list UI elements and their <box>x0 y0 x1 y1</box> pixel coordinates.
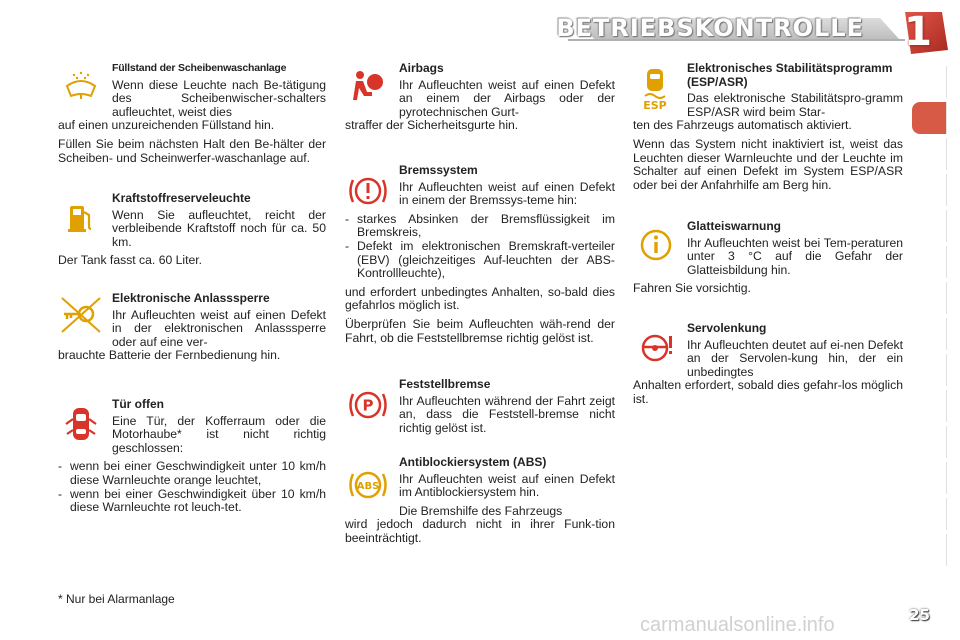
section-text: Wenn Sie aufleuchtet, reicht der verbleibende Kraftstoff noch für ca. 50 km. <box>112 207 326 249</box>
section-text: Füllen Sie beim nächsten Halt den Be-hälter der Scheiben- und Scheinwerfer-waschanlage auf. <box>58 136 326 165</box>
section-text: Ihr Aufleuchten während der Fahrt zeigt an, dass die Feststell-bremse nicht richtig gelöst ist. <box>399 393 615 435</box>
section-title: Elektronisches Stabilitätsprogramm (ESP/ASR) <box>687 61 893 89</box>
footnote: * Nur bei Alarmanlage <box>58 592 175 606</box>
chapter-tab[interactable] <box>912 318 947 350</box>
list-item: - wenn bei einer Geschwindigkeit über 10 km/h diese Warnleuchte rot leuch-tet. <box>58 488 326 515</box>
section-text: Ihr Aufleuchten deutet auf ei-nen Defekt an der Servolen-kung hin, der ein unbedingtes <box>687 337 903 379</box>
fuel-pump-icon <box>58 196 104 242</box>
airbag-icon <box>345 66 391 112</box>
chapter-tab[interactable] <box>912 246 947 278</box>
chapter-tab-strip <box>912 66 946 576</box>
chapter-tab[interactable] <box>912 282 947 314</box>
section-text: Wenn diese Leuchte nach Be-tätigung des Scheibenwischer-schalters aufleuchtet, weist dies <box>112 77 326 119</box>
page-title: BETRIEBSKONTROLLE <box>556 14 864 42</box>
section-title: Servolenkung <box>687 321 767 335</box>
section-title: Füllstand der Scheibenwaschanlage <box>112 62 287 74</box>
section-brakes <box>345 164 615 350</box>
section-text: Ihr Aufleuchten weist auf einen Defekt in einem der Bremssys-teme hin: <box>399 179 615 208</box>
section-parking-brake <box>345 378 615 440</box>
section-abs <box>345 456 615 551</box>
section-text: Wenn das System nicht inaktiviert ist, weist das Leuchten dieser Warnleuchte und der Leuchte im Schalter auf einen Defekt im System ESP/ASR oder bei der Anfahrhilfe am Berg hin. <box>633 136 903 192</box>
list-item: - Defekt im elektronischen Bremskraft-verteiler (EBV) (gleichzeitiges Auf-leuchten der ABS-Kontrollleuchte), <box>345 240 615 281</box>
section-steering <box>633 322 903 412</box>
chapter-tab[interactable] <box>912 498 947 530</box>
section-airbags <box>345 62 615 138</box>
section-text: Ihr Aufleuchten weist auf einen Defekt im Antiblockiersystem hin. <box>399 471 615 500</box>
key-crossed-icon <box>58 292 104 338</box>
chapter-tab[interactable] <box>912 390 947 422</box>
chapter-tab[interactable] <box>912 426 947 458</box>
chapter-tab[interactable] <box>912 138 947 170</box>
section-washer <box>58 62 326 170</box>
car-door-open-icon <box>58 402 104 448</box>
page-number: 25 <box>909 606 930 624</box>
esp-icon-label: ESP <box>643 99 667 112</box>
section-text: Fahren Sie vorsichtig. <box>633 281 751 296</box>
section-text: brauchte Batterie der Fernbedienung hin. <box>58 348 281 363</box>
section-text: Ihr Aufleuchten weist auf einen Defekt in der elektronischen Anlasssperre oder auf eine ver- <box>112 307 326 349</box>
steering-warning-icon <box>633 324 679 370</box>
section-esp <box>633 62 903 197</box>
washer-fluid-icon <box>58 68 104 114</box>
section-title: Glatteiswarnung <box>687 219 782 233</box>
section-title: Kraftstoffreserveleuchte <box>112 191 251 205</box>
chapter-tab[interactable] <box>912 210 947 242</box>
list-item: - starkes Absinken der Bremsflüssigkeit im Bremskreis, <box>345 213 615 240</box>
section-text: Ihr Aufleuchten weist auf einen Defekt an einem der Airbags oder der pyrotechnischen Gurt- <box>399 77 615 119</box>
section-text: Die Bremshilfe des Fahrzeugs <box>399 503 563 518</box>
chapter-number: 1 <box>904 9 932 55</box>
svg-text:ABS: ABS <box>356 481 380 492</box>
section-title: Tür offen <box>112 397 164 411</box>
section-text: auf einen unzureichenden Füllstand hin. <box>58 118 275 133</box>
watermark: carmanualsonline.info <box>640 614 835 636</box>
brake-conditions-list <box>345 213 615 281</box>
chapter-tab[interactable] <box>912 66 947 98</box>
section-text: ten des Fahrzeugs automatisch aktiviert. <box>633 118 852 133</box>
section-text: Überprüfen Sie beim Aufleuchten wäh-rend der Fahrt, ob die Feststellbremse richtig gelöst ist. <box>345 316 615 345</box>
list-item: - wenn bei einer Geschwindigkeit unter 10 km/h diese Warnleuchte orange leuchtet, <box>58 460 326 487</box>
section-text: straffer der Sicherheitsgurte hin. <box>345 118 519 133</box>
section-title: Antiblockiersystem (ABS) <box>399 455 547 469</box>
brake-warning-icon <box>345 168 391 214</box>
chapter-tab[interactable] <box>912 174 947 206</box>
section-title: Airbags <box>399 61 444 75</box>
parking-brake-icon <box>345 382 391 428</box>
section-text: Eine Tür, der Kofferraum oder die Motorhaube* ist nicht richtig geschlossen: <box>112 413 326 455</box>
section-immobiliser <box>58 292 326 368</box>
section-title: Bremssystem <box>399 163 478 177</box>
section-text: und erfordert unbedingtes Anhalten, so-bald dies gefahrlos möglich ist. <box>345 284 615 313</box>
section-text: Das elektronische Stabilitätspro-gramm ESP/ASR wird beim Star- <box>687 91 903 119</box>
section-text: Ihr Aufleuchten weist bei Tem-peraturen unter 3 °C auf die Gefahr der Glatteisbildung hin. <box>687 235 903 277</box>
section-text: wird jedoch dadurch nicht in ihrer Funk-tion beeinträchtigt. <box>345 517 615 545</box>
chapter-tab[interactable] <box>912 354 947 386</box>
door-conditions-list <box>58 460 326 514</box>
chapter-tab-active[interactable] <box>912 102 947 134</box>
chapter-tab[interactable] <box>912 534 947 566</box>
section-door <box>58 398 326 520</box>
info-warning-icon <box>633 222 679 268</box>
abs-icon <box>345 462 391 508</box>
esp-icon <box>633 66 679 112</box>
section-text: Anhalten erfordert, sobald dies gefahr-los möglich ist. <box>633 378 903 406</box>
section-ice <box>633 220 903 301</box>
svg-text:P: P <box>362 396 374 415</box>
section-text: Der Tank fasst ca. 60 Liter. <box>58 253 203 268</box>
section-title: Elektronische Anlasssperre <box>112 291 270 305</box>
chapter-tab[interactable] <box>912 462 947 494</box>
section-fuel <box>58 192 326 273</box>
section-title: Feststellbremse <box>399 377 491 391</box>
